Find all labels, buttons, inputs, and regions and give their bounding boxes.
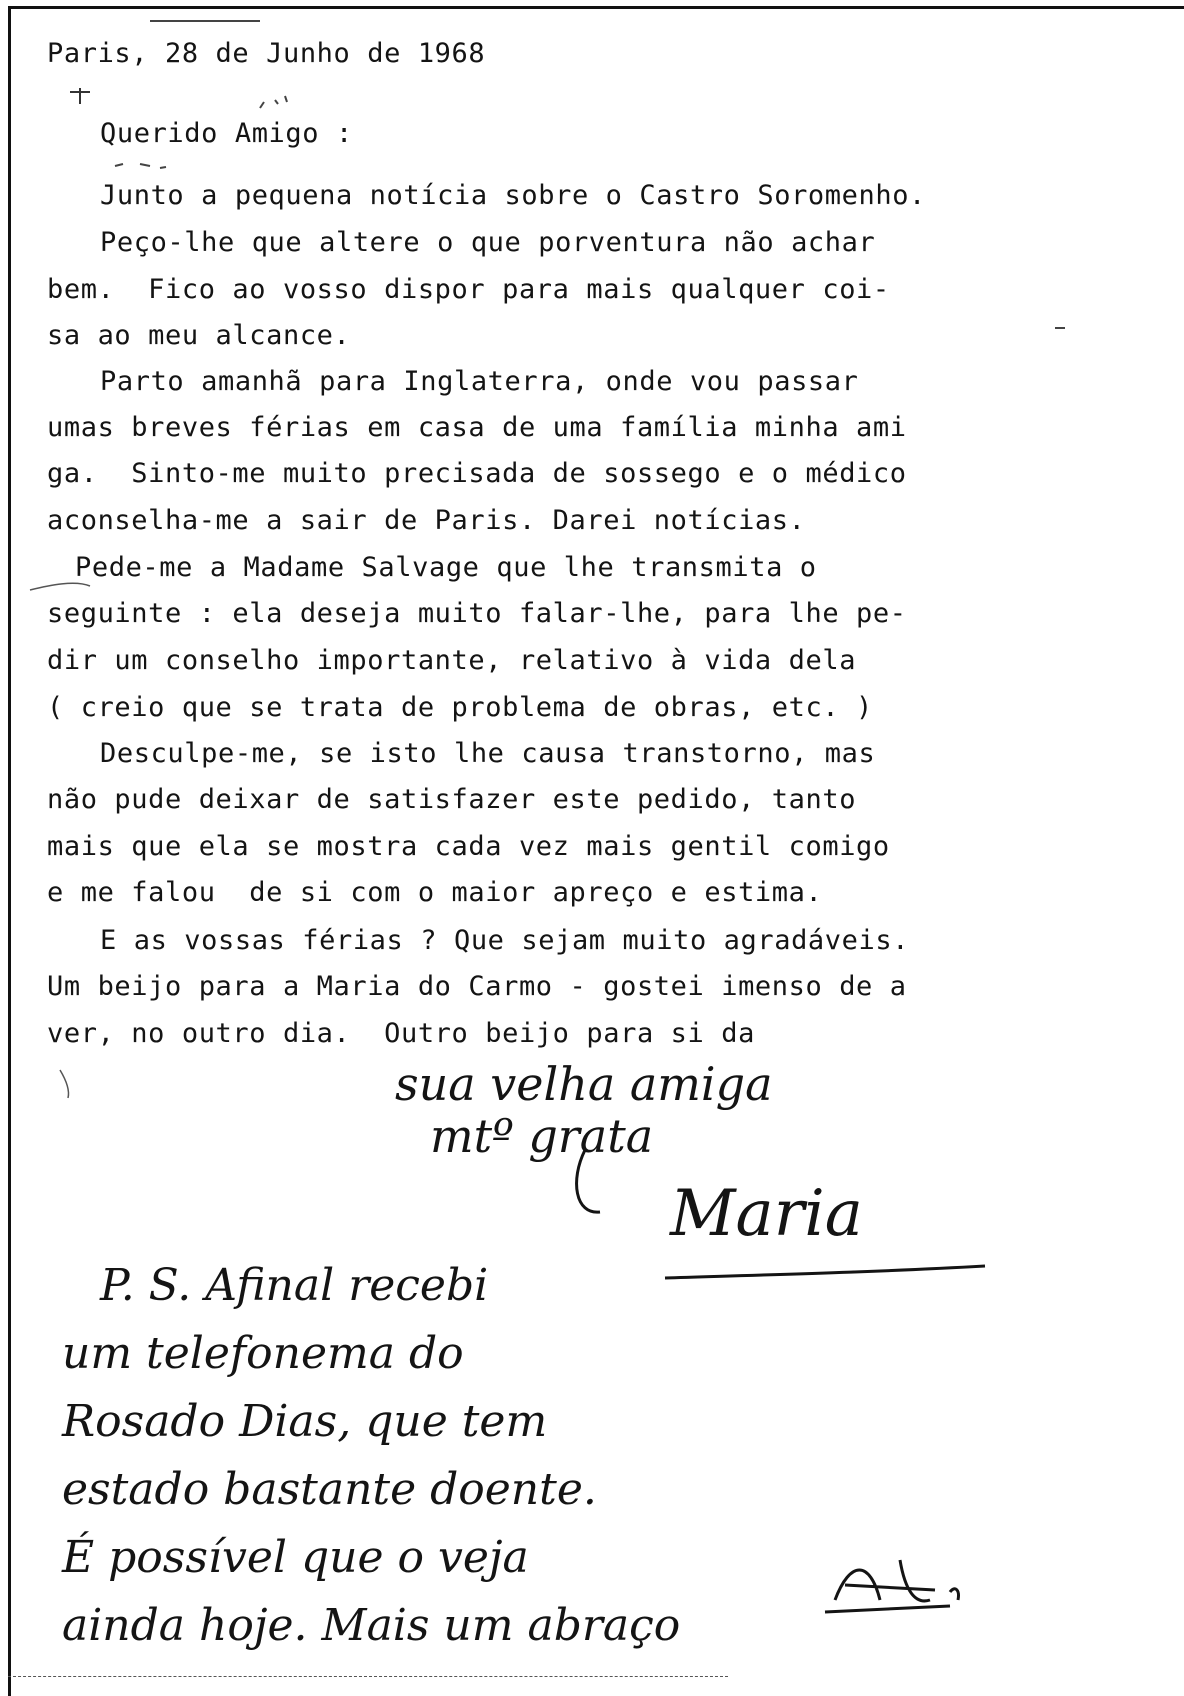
letter-line: seguinte : ela deseja muito falar-lhe, para lhe pe- bbox=[47, 598, 907, 629]
letter-line: ( creio que se trata de problema de obras, etc. ) bbox=[47, 692, 873, 723]
letter-line: dir um conselho importante, relativo à vida dela bbox=[47, 645, 857, 676]
postscript-line-4: estado bastante doente. bbox=[62, 1464, 597, 1515]
letter-line: e me falou de si com o maior apreço e estima. bbox=[47, 877, 823, 908]
closing-line-2: mtº grata bbox=[430, 1109, 654, 1163]
stray-mark bbox=[70, 88, 90, 104]
stray-mark bbox=[60, 1070, 69, 1098]
postscript-line-1: P. S. Afinal recebi bbox=[100, 1260, 489, 1311]
closing-line-1: sua velha amiga bbox=[395, 1057, 773, 1111]
letter-line: E as vossas férias ? Que sejam muito agradáveis. bbox=[100, 925, 910, 956]
letter-line: ver, no outro dia. Outro beijo para si da bbox=[47, 1018, 755, 1049]
letter-line: Desculpe-me, se isto lhe causa transtorno, mas bbox=[100, 738, 876, 769]
letter-line: Parto amanhã para Inglaterra, onde vou passar bbox=[100, 366, 859, 397]
letter-line: ga. Sinto-me muito precisada de sossego e o médico bbox=[47, 458, 907, 489]
letter-line: mais que ela se mostra cada vez mais gentil comigo bbox=[47, 831, 890, 862]
letter-line: aconselha-me a sair de Paris. Darei notícias. bbox=[47, 505, 806, 536]
postscript-line-3: Rosado Dias, que tem bbox=[62, 1396, 548, 1447]
postscript-initial-scribble bbox=[835, 1560, 958, 1601]
stray-mark bbox=[115, 164, 166, 168]
signature: Maria bbox=[670, 1177, 863, 1251]
letter-line: sa ao meu alcance. bbox=[47, 320, 351, 351]
postscript-line-6: ainda hoje. Mais um abraço bbox=[62, 1600, 681, 1651]
letter-line: Pede-me a Madame Salvage que lhe transmita o bbox=[75, 552, 817, 583]
letter-line: umas breves férias em casa de uma família minha ami bbox=[47, 412, 907, 443]
letter-line: não pude deixar de satisfazer este pedido, tanto bbox=[47, 784, 857, 815]
stray-mark bbox=[30, 583, 90, 590]
letter-line: bem. Fico ao vosso dispor para mais qualquer coi- bbox=[47, 274, 890, 305]
letter-line: Um beijo para a Maria do Carmo - gostei imenso de a bbox=[47, 971, 907, 1002]
postscript-strike bbox=[825, 1606, 950, 1612]
salutation: Querido Amigo : bbox=[100, 118, 353, 149]
date-line: Paris, 28 de Junho de 1968 bbox=[47, 38, 486, 69]
letter-line: Peço-lhe que altere o que porventura não achar bbox=[100, 227, 876, 258]
postscript-line-5: É possível que o veja bbox=[62, 1532, 529, 1583]
signature-underline bbox=[665, 1266, 985, 1278]
letter-line: Junto a pequena notícia sobre o Castro Soromenho. bbox=[100, 180, 926, 211]
postscript-line-2: um telefonema do bbox=[62, 1328, 464, 1379]
stray-mark bbox=[260, 96, 287, 108]
